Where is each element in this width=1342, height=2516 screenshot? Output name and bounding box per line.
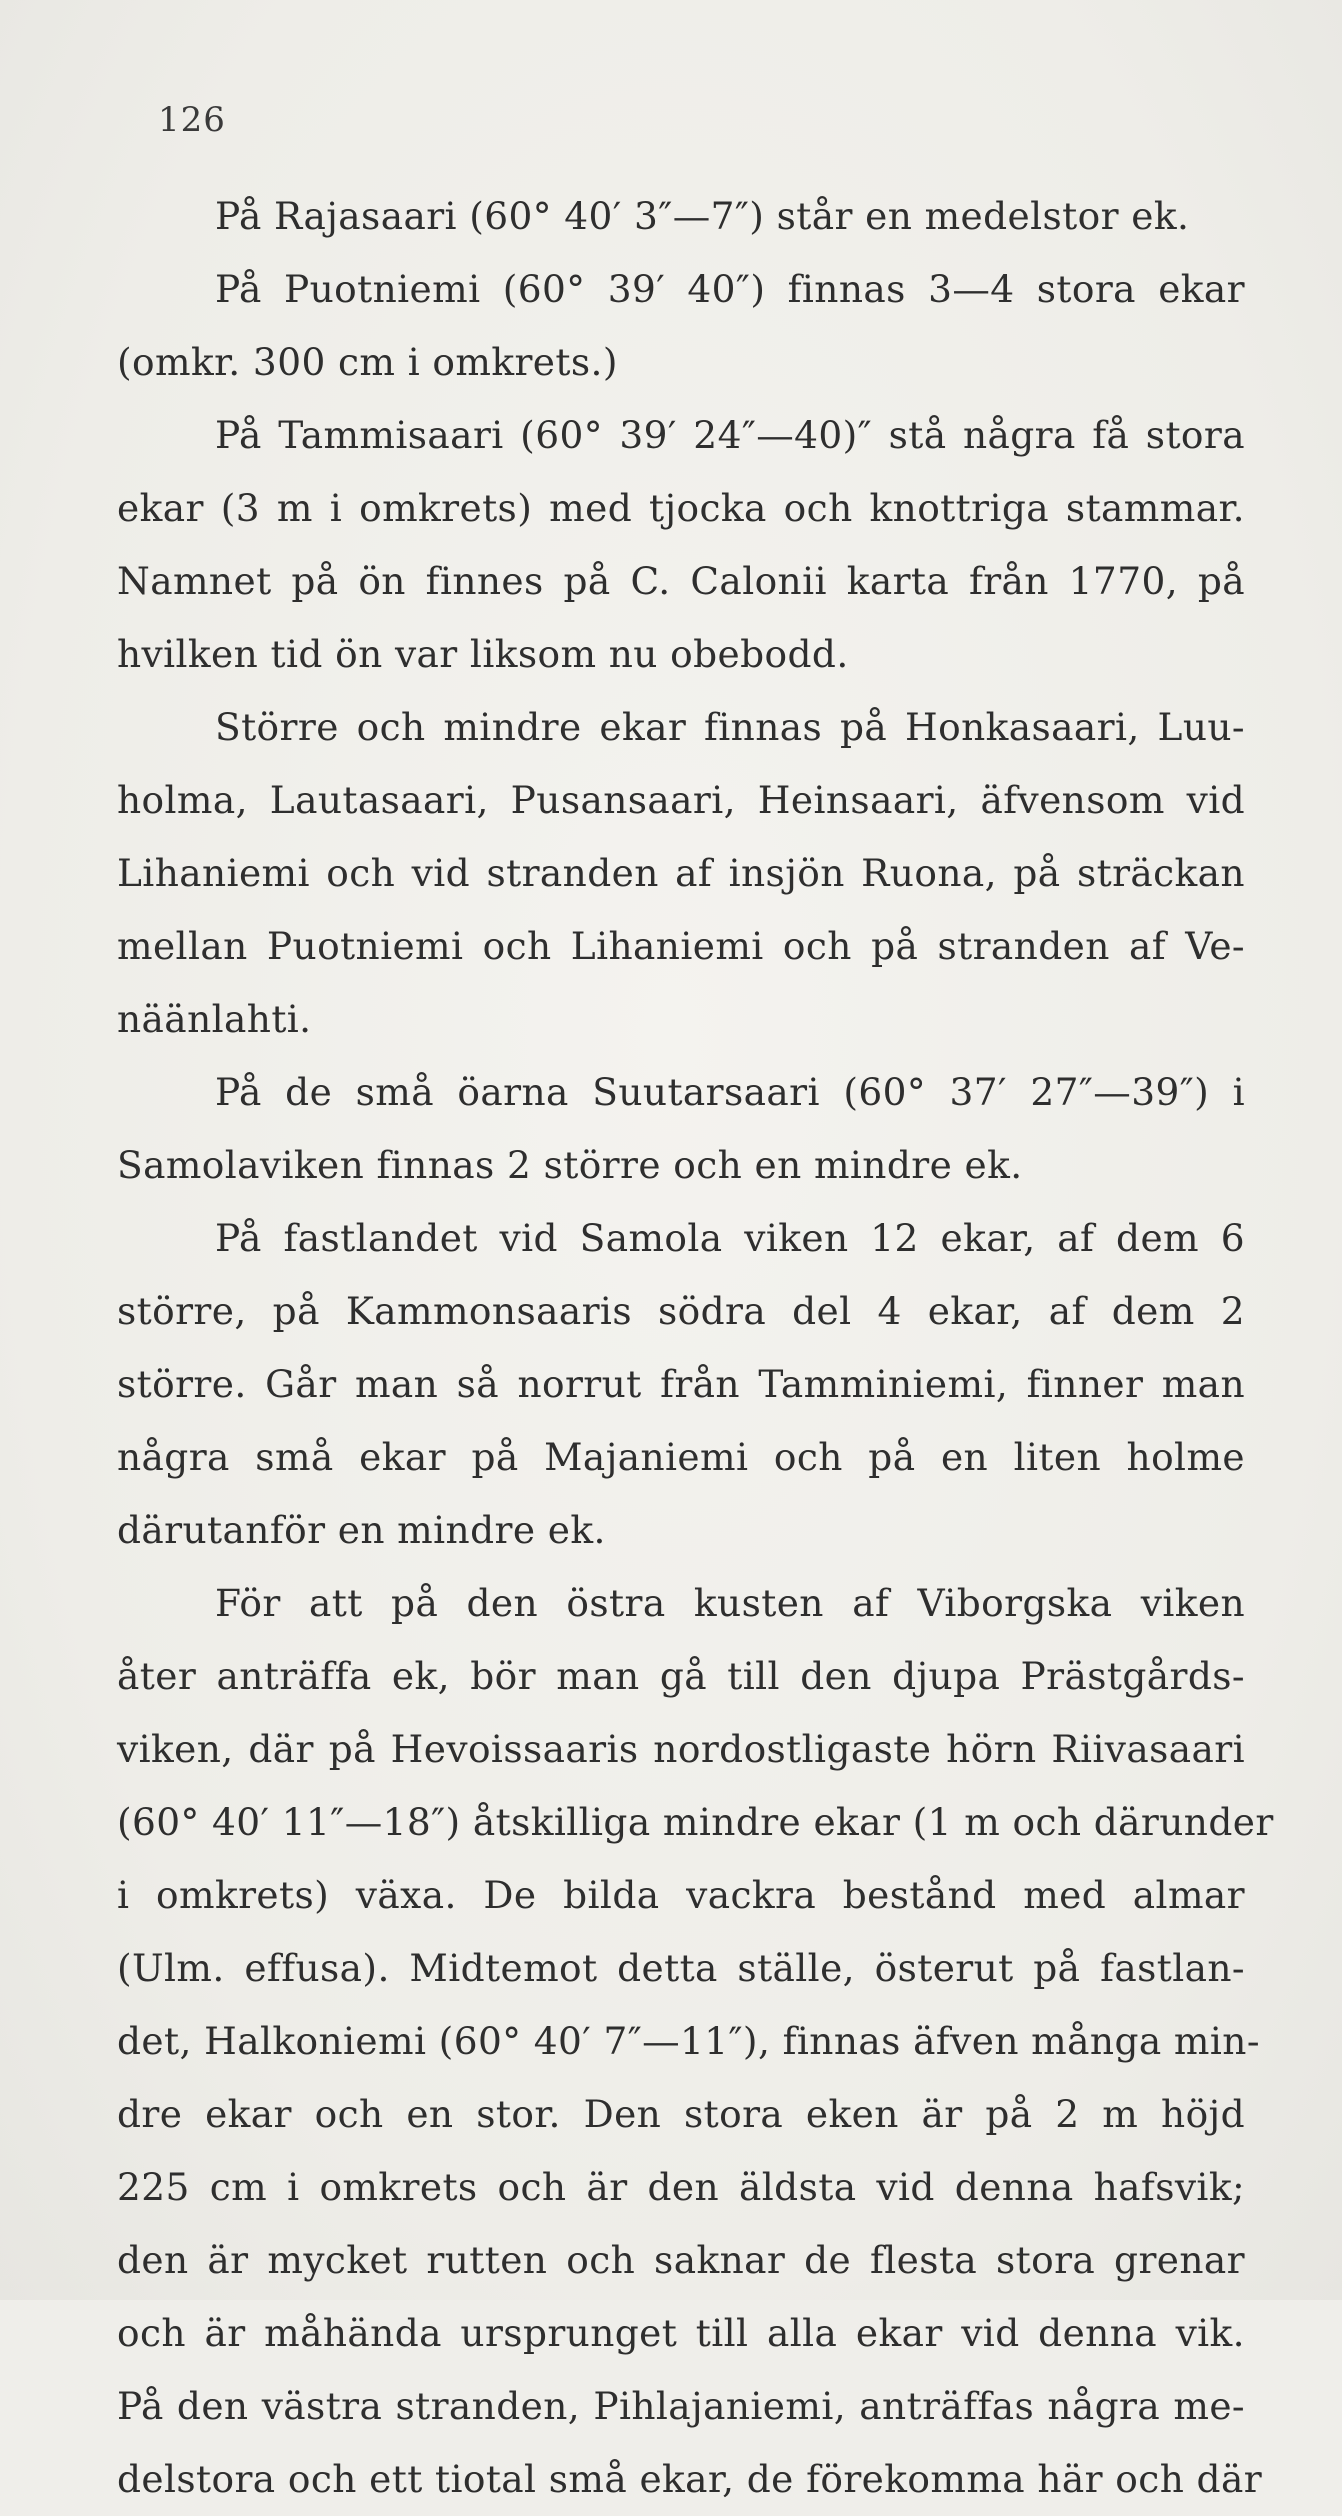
text-line: 225 cm i omkrets och är den äldsta vid denna hafsvik; (117, 2165, 1245, 2209)
page-number: 126 (158, 100, 226, 140)
text-line: den är mycket rutten och saknar de flesta stora grenar (117, 2238, 1245, 2282)
text-line: Lihaniemi och vid stranden af insjön Ruona, på sträckan (117, 851, 1245, 895)
text-line: På den västra stranden, Pihlajaniemi, anträffas några me- (117, 2384, 1245, 2428)
text-line: (60° 40′ 11″—18″) åtskilliga mindre ekar (1 m och därunder (117, 1800, 1274, 1844)
text-line: På Tammisaari (60° 39′ 24″—40)″ stå några få stora (215, 413, 1245, 457)
text-line: därutanför en mindre ek. (117, 1508, 606, 1552)
text-line: hvilken tid ön var liksom nu obebodd. (117, 632, 849, 676)
text-line: Större och mindre ekar finnas på Honkasaari, Luu- (215, 705, 1245, 749)
text-line: (omkr. 300 cm i omkrets.) (117, 340, 618, 384)
text-line: viken, där på Hevoissaaris nordostligaste hörn Riivasaari (117, 1727, 1245, 1771)
text-line: näänlahti. (117, 997, 312, 1041)
text-line: (Ulm. effusa). Midtemot detta ställe, österut på fastlan- (117, 1946, 1245, 1990)
text-line: Namnet på ön finnes på C. Calonii karta från 1770, på (117, 559, 1245, 603)
text-line: På fastlandet vid Samola viken 12 ekar, af dem 6 (215, 1216, 1245, 1260)
text-line: ekar (3 m i omkrets) med tjocka och knottriga stammar. (117, 486, 1245, 530)
text-line: större. Går man så norrut från Tamminiemi, finner man (117, 1362, 1245, 1406)
text-line: i omkrets) växa. De bilda vackra bestånd med almar (117, 1873, 1245, 1917)
text-line: På de små öarna Suutarsaari (60° 37′ 27″—39″) i (215, 1070, 1245, 1114)
text-line: och är måhända ursprunget till alla ekar vid denna vik. (117, 2311, 1245, 2355)
text-line: delstora och ett tiotal små ekar, de förekomma här och där (117, 2457, 1263, 2501)
text-line: holma, Lautasaari, Pusansaari, Heinsaari, äfvensom vid (117, 778, 1245, 822)
body-text (117, 180, 1274, 2516)
text-line: mellan Puotniemi och Lihaniemi och på stranden af Ve- (117, 924, 1245, 968)
text-line: det, Halkoniemi (60° 40′ 7″—11″), finnas äfven många min- (117, 2019, 1260, 2063)
text-line: På Rajasaari (60° 40′ 3″—7″) står en medelstor ek. (215, 194, 1190, 238)
text-line: Samolaviken finnas 2 större och en mindre ek. (117, 1143, 1023, 1187)
text-line: På Puotniemi (60° 39′ 40″) finnas 3—4 stora ekar (215, 267, 1245, 311)
text-line: större, på Kammonsaaris södra del 4 ekar, af dem 2 (117, 1289, 1245, 1333)
text-line: åter anträffa ek, bör man gå till den djupa Prästgårds- (117, 1654, 1245, 1698)
text-line: dre ekar och en stor. Den stora eken är på 2 m höjd (117, 2092, 1245, 2136)
text-line: För att på den östra kusten af Viborgska viken (215, 1581, 1245, 1625)
text-line: några små ekar på Majaniemi och på en liten holme (117, 1435, 1245, 1479)
